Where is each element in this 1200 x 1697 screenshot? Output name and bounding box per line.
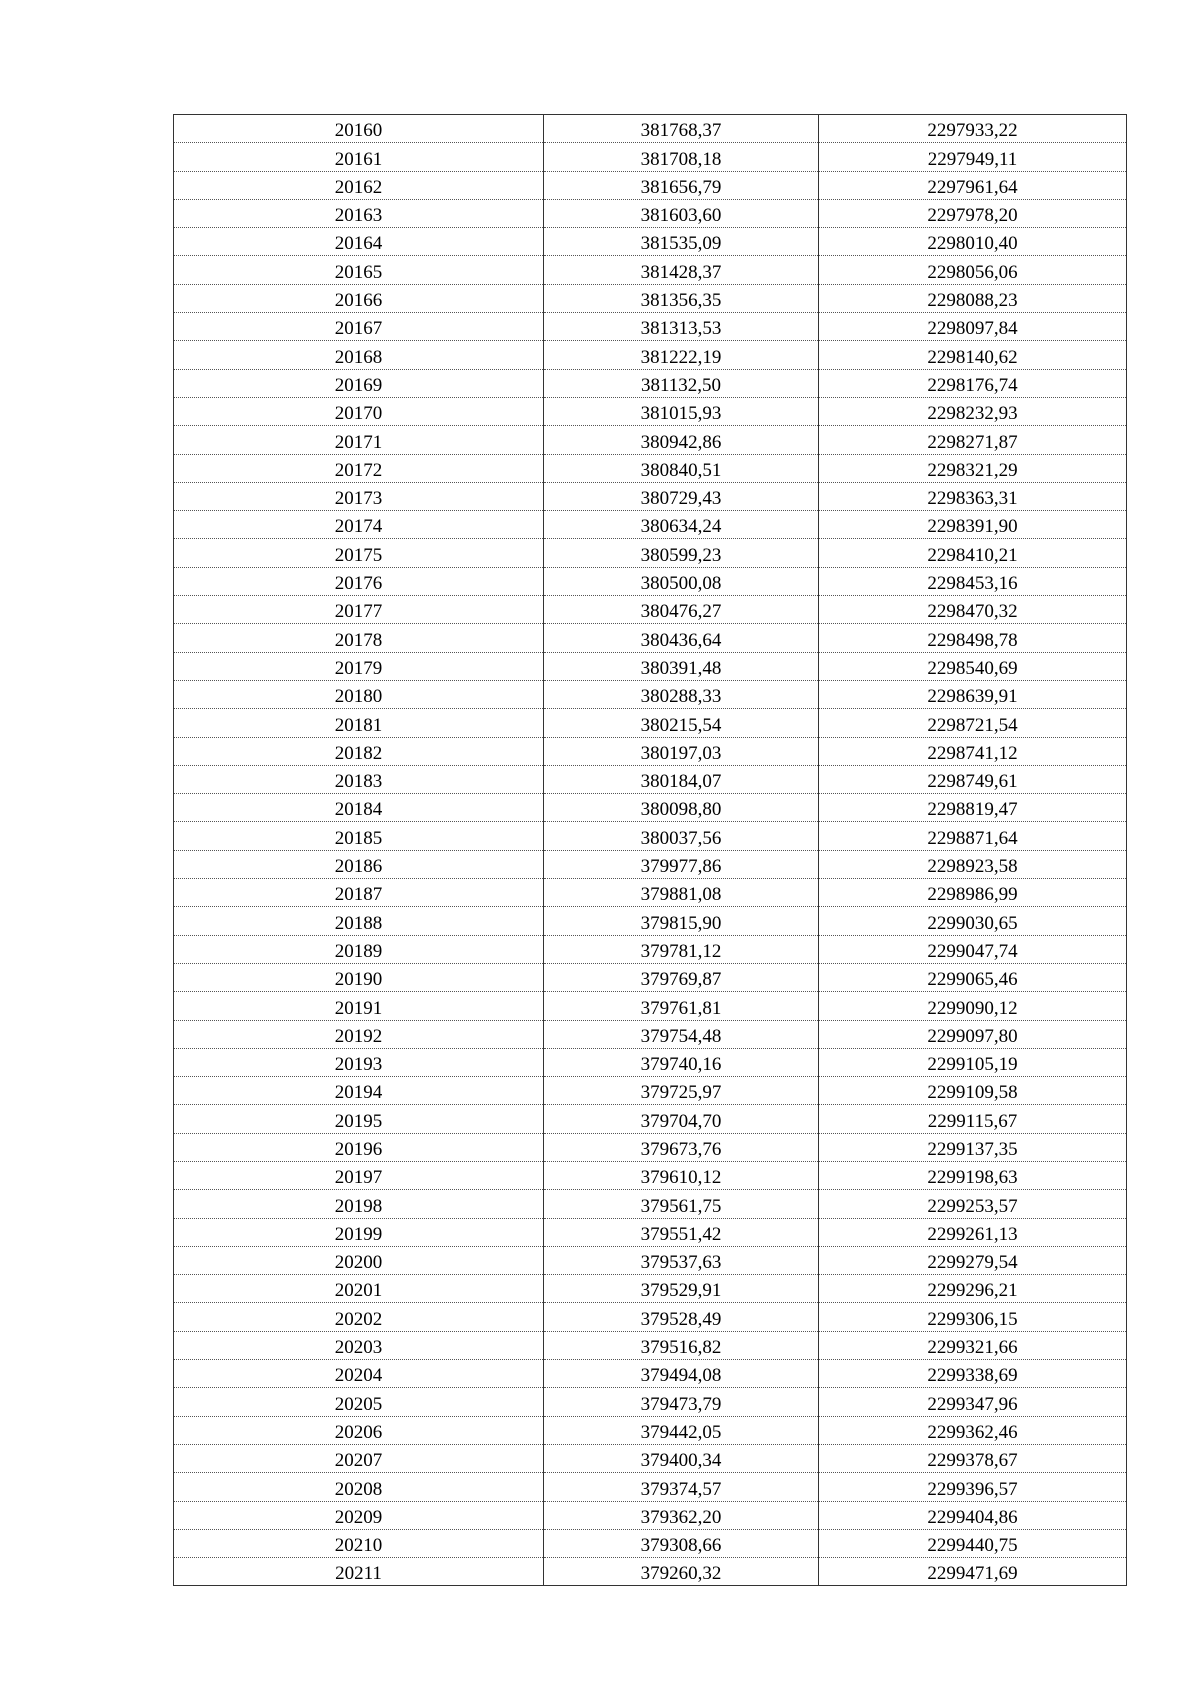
y-coordinate-cell: 2299261,13 <box>819 1218 1127 1246</box>
x-coordinate-cell: 379754,48 <box>544 1020 819 1048</box>
y-coordinate-cell: 2298453,16 <box>819 567 1127 595</box>
x-coordinate-cell: 380729,43 <box>544 482 819 510</box>
x-coordinate-cell: 379881,08 <box>544 879 819 907</box>
point-number-cell: 20167 <box>174 313 544 341</box>
table-row <box>174 115 1127 143</box>
y-coordinate-cell: 2299440,75 <box>819 1529 1127 1557</box>
table-row <box>174 1558 1127 1586</box>
table-row <box>174 1105 1127 1133</box>
point-number-cell: 20184 <box>174 794 544 822</box>
x-coordinate-cell: 379704,70 <box>544 1105 819 1133</box>
x-coordinate-cell: 381603,60 <box>544 199 819 227</box>
y-coordinate-cell: 2298391,90 <box>819 511 1127 539</box>
table-row <box>174 1303 1127 1331</box>
y-coordinate-cell: 2299097,80 <box>819 1020 1127 1048</box>
point-number-cell: 20191 <box>174 992 544 1020</box>
y-coordinate-cell: 2299279,54 <box>819 1246 1127 1274</box>
point-number-cell: 20208 <box>174 1473 544 1501</box>
point-number-cell: 20186 <box>174 850 544 878</box>
point-number-cell: 20201 <box>174 1275 544 1303</box>
y-coordinate-cell: 2298271,87 <box>819 426 1127 454</box>
table-row <box>174 1077 1127 1105</box>
table-row <box>174 228 1127 256</box>
y-coordinate-cell: 2299030,65 <box>819 907 1127 935</box>
x-coordinate-cell: 381222,19 <box>544 341 819 369</box>
point-number-cell: 20210 <box>174 1529 544 1557</box>
y-coordinate-cell: 2298741,12 <box>819 737 1127 765</box>
point-number-cell: 20197 <box>174 1161 544 1189</box>
table-row <box>174 1529 1127 1557</box>
x-coordinate-cell: 381708,18 <box>544 143 819 171</box>
y-coordinate-cell: 2297933,22 <box>819 115 1127 143</box>
y-coordinate-cell: 2299047,74 <box>819 935 1127 963</box>
x-coordinate-cell: 381015,93 <box>544 397 819 425</box>
table-row <box>174 511 1127 539</box>
x-coordinate-cell: 381656,79 <box>544 171 819 199</box>
point-number-cell: 20177 <box>174 596 544 624</box>
table-row <box>174 1473 1127 1501</box>
table-row <box>174 1501 1127 1529</box>
point-number-cell: 20166 <box>174 284 544 312</box>
y-coordinate-cell: 2299105,19 <box>819 1048 1127 1076</box>
point-number-cell: 20180 <box>174 680 544 708</box>
point-number-cell: 20176 <box>174 567 544 595</box>
table-row <box>174 1360 1127 1388</box>
point-number-cell: 20204 <box>174 1360 544 1388</box>
y-coordinate-cell: 2299137,35 <box>819 1133 1127 1161</box>
x-coordinate-cell: 379529,91 <box>544 1275 819 1303</box>
table-row <box>174 1444 1127 1472</box>
x-coordinate-cell: 381768,37 <box>544 115 819 143</box>
point-number-cell: 20211 <box>174 1558 544 1586</box>
x-coordinate-cell: 381356,35 <box>544 284 819 312</box>
table-row <box>174 454 1127 482</box>
x-coordinate-cell: 379362,20 <box>544 1501 819 1529</box>
y-coordinate-cell: 2299198,63 <box>819 1161 1127 1189</box>
table-row <box>174 907 1127 935</box>
table-row <box>174 596 1127 624</box>
table-row <box>174 539 1127 567</box>
point-number-cell: 20162 <box>174 171 544 199</box>
x-coordinate-cell: 379537,63 <box>544 1246 819 1274</box>
point-number-cell: 20190 <box>174 963 544 991</box>
point-number-cell: 20181 <box>174 709 544 737</box>
y-coordinate-cell: 2298097,84 <box>819 313 1127 341</box>
y-coordinate-cell: 2299338,69 <box>819 1360 1127 1388</box>
x-coordinate-cell: 380599,23 <box>544 539 819 567</box>
y-coordinate-cell: 2298721,54 <box>819 709 1127 737</box>
point-number-cell: 20196 <box>174 1133 544 1161</box>
x-coordinate-cell: 379260,32 <box>544 1558 819 1586</box>
table-row <box>174 143 1127 171</box>
point-number-cell: 20179 <box>174 652 544 680</box>
y-coordinate-cell: 2298088,23 <box>819 284 1127 312</box>
y-coordinate-cell: 2299065,46 <box>819 963 1127 991</box>
y-coordinate-cell: 2298749,61 <box>819 765 1127 793</box>
point-number-cell: 20165 <box>174 256 544 284</box>
x-coordinate-cell: 379740,16 <box>544 1048 819 1076</box>
x-coordinate-cell: 380184,07 <box>544 765 819 793</box>
point-number-cell: 20171 <box>174 426 544 454</box>
point-number-cell: 20160 <box>174 115 544 143</box>
x-coordinate-cell: 379673,76 <box>544 1133 819 1161</box>
table-row <box>174 680 1127 708</box>
point-number-cell: 20164 <box>174 228 544 256</box>
point-number-cell: 20178 <box>174 624 544 652</box>
coordinates-table-body <box>174 115 1127 1586</box>
point-number-cell: 20207 <box>174 1444 544 1472</box>
point-number-cell: 20202 <box>174 1303 544 1331</box>
table-row <box>174 482 1127 510</box>
point-number-cell: 20173 <box>174 482 544 510</box>
x-coordinate-cell: 379473,79 <box>544 1388 819 1416</box>
x-coordinate-cell: 381535,09 <box>544 228 819 256</box>
y-coordinate-cell: 2298639,91 <box>819 680 1127 708</box>
point-number-cell: 20192 <box>174 1020 544 1048</box>
y-coordinate-cell: 2297978,20 <box>819 199 1127 227</box>
x-coordinate-cell: 381132,50 <box>544 369 819 397</box>
y-coordinate-cell: 2298056,06 <box>819 256 1127 284</box>
x-coordinate-cell: 380288,33 <box>544 680 819 708</box>
y-coordinate-cell: 2299306,15 <box>819 1303 1127 1331</box>
y-coordinate-cell: 2298498,78 <box>819 624 1127 652</box>
table-row <box>174 963 1127 991</box>
table-row <box>174 284 1127 312</box>
x-coordinate-cell: 379725,97 <box>544 1077 819 1105</box>
y-coordinate-cell: 2299396,57 <box>819 1473 1127 1501</box>
table-row <box>174 737 1127 765</box>
y-coordinate-cell: 2299115,67 <box>819 1105 1127 1133</box>
coordinates-table <box>173 114 1127 1586</box>
point-number-cell: 20175 <box>174 539 544 567</box>
y-coordinate-cell: 2298140,62 <box>819 341 1127 369</box>
point-number-cell: 20182 <box>174 737 544 765</box>
point-number-cell: 20195 <box>174 1105 544 1133</box>
table-row <box>174 567 1127 595</box>
x-coordinate-cell: 379977,86 <box>544 850 819 878</box>
point-number-cell: 20187 <box>174 879 544 907</box>
point-number-cell: 20199 <box>174 1218 544 1246</box>
x-coordinate-cell: 380500,08 <box>544 567 819 595</box>
point-number-cell: 20205 <box>174 1388 544 1416</box>
point-number-cell: 20188 <box>174 907 544 935</box>
y-coordinate-cell: 2299347,96 <box>819 1388 1127 1416</box>
x-coordinate-cell: 381428,37 <box>544 256 819 284</box>
table-row <box>174 397 1127 425</box>
table-row <box>174 1275 1127 1303</box>
table-row <box>174 341 1127 369</box>
point-number-cell: 20172 <box>174 454 544 482</box>
table-row <box>174 1161 1127 1189</box>
table-row <box>174 935 1127 963</box>
y-coordinate-cell: 2298010,40 <box>819 228 1127 256</box>
point-number-cell: 20170 <box>174 397 544 425</box>
table-row <box>174 426 1127 454</box>
y-coordinate-cell: 2297961,64 <box>819 171 1127 199</box>
x-coordinate-cell: 381313,53 <box>544 313 819 341</box>
y-coordinate-cell: 2299090,12 <box>819 992 1127 1020</box>
y-coordinate-cell: 2299404,86 <box>819 1501 1127 1529</box>
point-number-cell: 20209 <box>174 1501 544 1529</box>
x-coordinate-cell: 379815,90 <box>544 907 819 935</box>
table-row <box>174 709 1127 737</box>
x-coordinate-cell: 379781,12 <box>544 935 819 963</box>
x-coordinate-cell: 379494,08 <box>544 1360 819 1388</box>
y-coordinate-cell: 2298871,64 <box>819 822 1127 850</box>
y-coordinate-cell: 2298410,21 <box>819 539 1127 567</box>
point-number-cell: 20200 <box>174 1246 544 1274</box>
y-coordinate-cell: 2299362,46 <box>819 1416 1127 1444</box>
table-row <box>174 765 1127 793</box>
y-coordinate-cell: 2299471,69 <box>819 1558 1127 1586</box>
y-coordinate-cell: 2299109,58 <box>819 1077 1127 1105</box>
x-coordinate-cell: 380634,24 <box>544 511 819 539</box>
y-coordinate-cell: 2299296,21 <box>819 1275 1127 1303</box>
x-coordinate-cell: 380840,51 <box>544 454 819 482</box>
table-row <box>174 992 1127 1020</box>
table-row <box>174 652 1127 680</box>
table-row <box>174 1331 1127 1359</box>
point-number-cell: 20174 <box>174 511 544 539</box>
y-coordinate-cell: 2298540,69 <box>819 652 1127 680</box>
point-number-cell: 20185 <box>174 822 544 850</box>
table-row <box>174 171 1127 199</box>
point-number-cell: 20206 <box>174 1416 544 1444</box>
table-row <box>174 1048 1127 1076</box>
y-coordinate-cell: 2298470,32 <box>819 596 1127 624</box>
point-number-cell: 20198 <box>174 1190 544 1218</box>
point-number-cell: 20169 <box>174 369 544 397</box>
x-coordinate-cell: 379761,81 <box>544 992 819 1020</box>
table-row <box>174 199 1127 227</box>
x-coordinate-cell: 379516,82 <box>544 1331 819 1359</box>
point-number-cell: 20183 <box>174 765 544 793</box>
point-number-cell: 20194 <box>174 1077 544 1105</box>
table-row <box>174 1416 1127 1444</box>
table-row <box>174 1020 1127 1048</box>
y-coordinate-cell: 2298321,29 <box>819 454 1127 482</box>
table-row <box>174 1190 1127 1218</box>
x-coordinate-cell: 380037,56 <box>544 822 819 850</box>
y-coordinate-cell: 2298176,74 <box>819 369 1127 397</box>
x-coordinate-cell: 380215,54 <box>544 709 819 737</box>
table-row <box>174 1388 1127 1416</box>
point-number-cell: 20163 <box>174 199 544 227</box>
y-coordinate-cell: 2299321,66 <box>819 1331 1127 1359</box>
x-coordinate-cell: 379442,05 <box>544 1416 819 1444</box>
point-number-cell: 20161 <box>174 143 544 171</box>
y-coordinate-cell: 2298986,99 <box>819 879 1127 907</box>
y-coordinate-cell: 2297949,11 <box>819 143 1127 171</box>
y-coordinate-cell: 2299253,57 <box>819 1190 1127 1218</box>
point-number-cell: 20203 <box>174 1331 544 1359</box>
table-row <box>174 850 1127 878</box>
y-coordinate-cell: 2299378,67 <box>819 1444 1127 1472</box>
x-coordinate-cell: 379610,12 <box>544 1161 819 1189</box>
table-row <box>174 879 1127 907</box>
table-row <box>174 1133 1127 1161</box>
x-coordinate-cell: 380098,80 <box>544 794 819 822</box>
x-coordinate-cell: 379561,75 <box>544 1190 819 1218</box>
x-coordinate-cell: 380197,03 <box>544 737 819 765</box>
x-coordinate-cell: 380942,86 <box>544 426 819 454</box>
table-row <box>174 822 1127 850</box>
y-coordinate-cell: 2298923,58 <box>819 850 1127 878</box>
point-number-cell: 20189 <box>174 935 544 963</box>
table-row <box>174 794 1127 822</box>
table-row <box>174 256 1127 284</box>
point-number-cell: 20168 <box>174 341 544 369</box>
x-coordinate-cell: 379769,87 <box>544 963 819 991</box>
x-coordinate-cell: 379374,57 <box>544 1473 819 1501</box>
x-coordinate-cell: 380476,27 <box>544 596 819 624</box>
x-coordinate-cell: 380436,64 <box>544 624 819 652</box>
y-coordinate-cell: 2298232,93 <box>819 397 1127 425</box>
x-coordinate-cell: 379551,42 <box>544 1218 819 1246</box>
point-number-cell: 20193 <box>174 1048 544 1076</box>
x-coordinate-cell: 379308,66 <box>544 1529 819 1557</box>
table-row <box>174 1218 1127 1246</box>
x-coordinate-cell: 379528,49 <box>544 1303 819 1331</box>
y-coordinate-cell: 2298819,47 <box>819 794 1127 822</box>
table-row <box>174 313 1127 341</box>
table-row <box>174 1246 1127 1274</box>
x-coordinate-cell: 380391,48 <box>544 652 819 680</box>
y-coordinate-cell: 2298363,31 <box>819 482 1127 510</box>
x-coordinate-cell: 379400,34 <box>544 1444 819 1472</box>
table-row <box>174 369 1127 397</box>
table-row <box>174 624 1127 652</box>
